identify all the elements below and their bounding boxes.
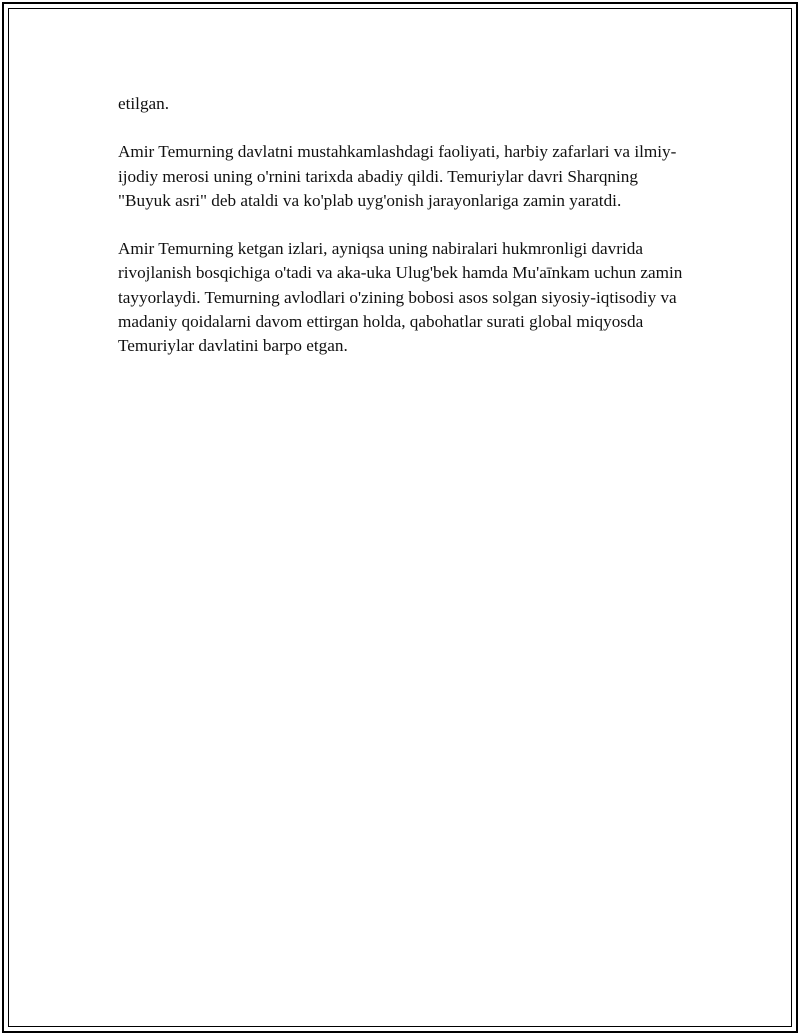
document-body: [118, 92, 693, 382]
paragraph-legacy: Amir Temurning davlatni mustahkamlashdagi faoliyati, harbiy zafarlari va ilmiy-ijodiy merosi uning o'rnini tarixda abadiy qildi. Temuriylar davri Sharqning "Buyuk asri" deb ataldi va ko'plab uyg'onish jarayonlariga zamin yaratdi.: [118, 142, 677, 210]
paragraph-descendants: Amir Temurning ketgan izlari, ayniqsa uning nabiralari hukmronligi davrida rivojlanish bosqichiga o'tadi va aka-uka Ulug'bek hamda Mu'aīnkam uchun zamin tayyorlaydi. Temurning avlodlari o'zining bobosi asos solgan siyosiy-iqtisodiy va madaniy qoidalarni davom ettirgan holda, qabohatlar surati global miqyosda Temuriylar davlatini barpo etgan.: [118, 239, 683, 355]
paragraph-continuation: etilgan.: [118, 94, 170, 113]
